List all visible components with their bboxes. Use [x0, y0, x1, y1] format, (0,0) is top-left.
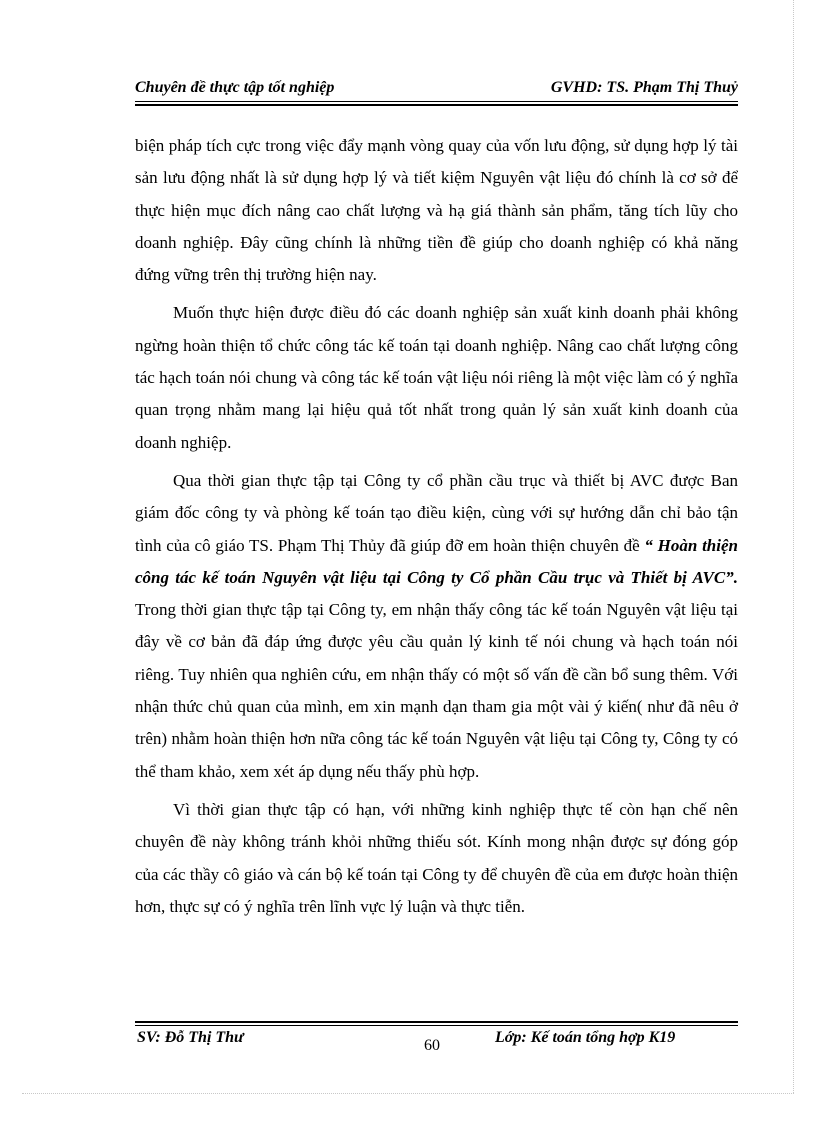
footer-rule-thin: [135, 1025, 738, 1026]
header-rule-thick: [135, 104, 738, 106]
paragraph-2: Muốn thực hiện được điều đó các doanh nghiệp sản xuất kinh doanh phải không ngừng hoàn thiện tổ chức công tác kế toán tại doanh nghiệp. Nâng cao chất lượng công tác hạch toán nói chung và công tác kế toán vật liệu nói riêng là một việc làm có ý nghĩa quan trọng nhằm mang lại hiệu quả tốt nhất trong quản lý sản xuất kinh doanh của doanh nghiệp.: [135, 303, 738, 452]
footer-rule-thick: [135, 1021, 738, 1023]
header-document-title: Chuyên đề thực tập tốt nghiệp: [135, 79, 335, 96]
paragraph-3-intro: Qua thời gian thực tập tại Công ty cổ phần cầu trục và thiết bị AVC được Ban giám đốc công ty và phòng kế toán tạo điều kiện, cùng với sự hướng dẫn chỉ bảo tận tình của cô giáo TS. Phạm Thị Thủy đã giúp đỡ em hoàn thiện chuyên đề: [135, 470, 738, 555]
paragraph-4: Vì thời gian thực tập có hạn, với những kinh nghiệp thực tế còn hạn chế nên chuyên đề này không tránh khỏi những thiếu sót. Kính mong nhận được sự đóng góp của các thầy cô giáo và cán bộ kế toán tại Công ty để chuyên đề của em được hoàn thiện hơn, thực sự có ý nghĩa trên lĩnh vực lý luận và thực tiễn.: [135, 799, 738, 916]
footer-student: SV: Đỗ Thị Thư: [137, 1029, 244, 1046]
page-bottom-edge: [22, 1093, 794, 1094]
paragraph-3: [135, 465, 738, 788]
body-text: [135, 130, 738, 929]
page-right-edge: [793, 0, 794, 1093]
header-rule-thin: [135, 101, 738, 102]
page-number: 60: [424, 1037, 440, 1054]
paragraph-1: biện pháp tích cực trong việc đẩy mạnh vòng quay của vốn lưu động, sử dụng hợp lý tài sản lưu động nhất là sử dụng hợp lý và tiết kiệm Nguyên vật liệu đó chính là cơ sở để thực hiện mục đích nâng cao chất lượng và hạ giá thành sản phẩm, tăng tích lũy cho doanh nghiệp. Đây cũng chính là những tiền đề giúp cho doanh nghiệp có khả năng đứng vững trên thị trường hiện nay.: [135, 136, 738, 285]
paragraph-3-rest: Trong thời gian thực tập tại Công ty, em nhận thấy công tác kế toán Nguyên vật liệu tại đây về cơ bản đã đáp ứng được yêu cầu quản lý kinh tế nói chung và hạch toán nói riêng. Tuy nhiên qua nghiên cứu, em nhận thấy có một số vấn đề cần bổ sung thêm. Với nhận thức chủ quan của mình, em xin mạnh dạn tham gia một vài ý kiến( như đã nêu ở trên) nhằm hoàn thiện hơn nữa công tác kế toán Nguyên vật liệu tại Công ty, Công ty có thể tham khảo, xem xét áp dụng nếu thấy phù hợp.: [135, 600, 738, 781]
footer-class: Lớp: Kế toán tổng hợp K19: [495, 1029, 676, 1046]
thesis-title: “ Hoàn thiện công tác kế toán Nguyên vật liệu tại Công ty Cổ phần Cầu trục và Thiết bị AVC”.: [135, 535, 738, 587]
header-supervisor: GVHD: TS. Phạm Thị Thuỷ: [550, 79, 738, 96]
page-header: [135, 78, 738, 98]
